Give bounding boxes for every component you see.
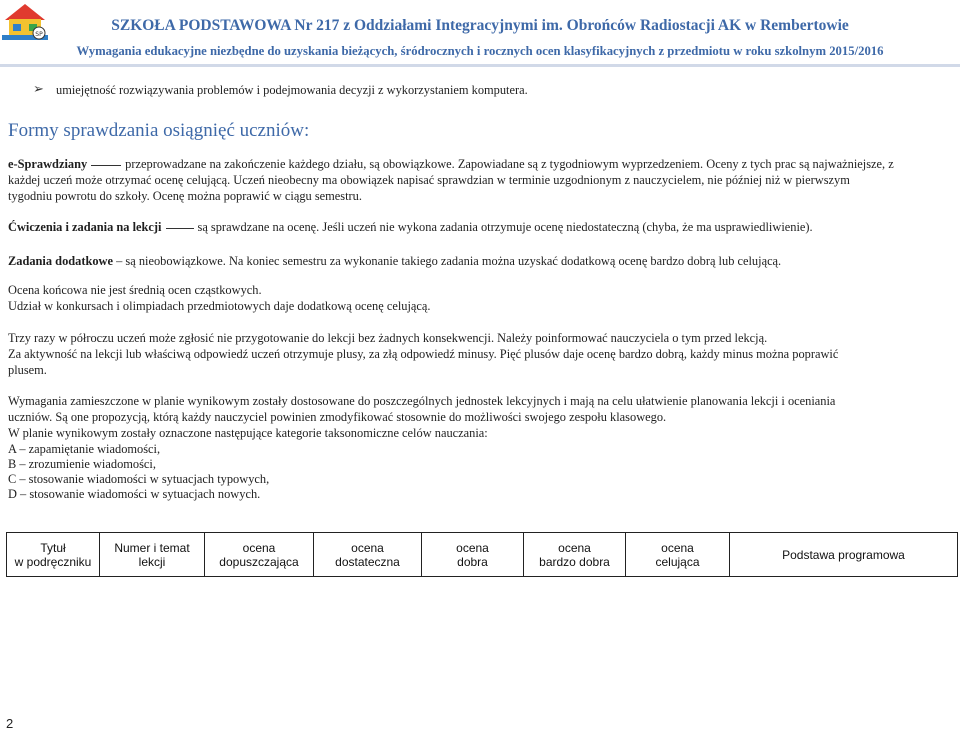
bullet-text: umiejętność rozwiązywania problemów i podejmowania decyzji z wykorzystaniem komputera.: [56, 83, 528, 97]
table-header-cell: Numer i temat lekcji: [100, 533, 205, 577]
cwiczenia-text: są sprawdzane na ocenę. Jeśli uczeń nie wykona zadania otrzymuje ocenę niedostateczną (chyba, że ma usprawiedliwienie).: [197, 220, 813, 234]
header-rule: [0, 64, 960, 67]
esprawdziany-term: e-Sprawdziany: [8, 157, 88, 171]
wymagania-line1: Wymagania zamieszczone w planie wynikowym zostały dostosowane do poszczególnych jednostek lekcyjnych i mają na celu ułatwienie planowania lekcji i oceniania: [8, 394, 836, 408]
table-header-cell: Tytuł w podręczniku: [7, 533, 100, 577]
document-subtitle: Wymagania edukacyjne niezbędne do uzyskania bieżących, śródrocznych i rocznych ocen klasyfikacyjnych z przedmiotu w roku szkolnym 2015/2016: [76, 44, 884, 58]
category-d: D – stosowanie wiadomości w sytuacjach nowych.: [8, 487, 261, 501]
em-dash: [166, 228, 194, 229]
esprawdziany-line2: każdej uczeń może otrzymać ocenę celującą. Uczeń nieobecny ma obowiązek napisać sprawdzian w terminie uzgodnionym z nauczycielem, nie później niż w pierwszym: [8, 173, 850, 187]
category-c: C – stosowanie wiadomości w sytuacjach typowych,: [8, 472, 270, 486]
aktywnosc-line1: Za aktywność na lekcji lub właściwą odpowiedź uczeń otrzymuje plusy, za złą odpowiedź minusy. Pięć plusów daje ocenę bardzo dobrą, każdy minus można poprawić: [8, 347, 839, 361]
table-header-cell: ocena dopuszczająca: [205, 533, 314, 577]
esprawdziany-line1: przeprowadzane na zakończenie każdego działu, są obowiązkowe. Zapowiadane są z tygodniowym wyprzedzeniem. Oceny z tych prac są najważniejsze, z: [125, 157, 894, 171]
category-b: B – zrozumienie wiadomości,: [8, 457, 156, 471]
page-header: [0, 0, 960, 68]
wymagania-line2: uczniów. Są one propozycją, którą każdy nauczyciel powinien zmodyfikować stosownie do możliwości swojego zespołu klasowego.: [8, 410, 667, 424]
dodatkowe-paragraph: [8, 253, 953, 269]
arrow-bullet-icon: ➢: [33, 82, 44, 97]
em-dash: [91, 165, 121, 166]
nieprzygotowanie-line: Trzy razy w półroczu uczeń może zgłosić nie przygotowanie do lekcji bez żadnych konsekwencji. Należy poinformować nauczyciela o tym przed lekcją.: [8, 331, 768, 345]
svg-text:SP: SP: [35, 31, 43, 38]
konkursy-line: Udział w konkursach i olimpiadach przedmiotowych daje dodatkową ocenę celującą.: [8, 299, 431, 313]
page-number: 2: [6, 716, 14, 731]
category-a: A – zapamiętanie wiadomości,: [8, 442, 161, 456]
table-header-row: [7, 533, 958, 577]
table-header-cell: ocena celująca: [626, 533, 730, 577]
table-header-cell: ocena dostateczna: [314, 533, 422, 577]
cwiczenia-paragraph: [8, 219, 953, 235]
aktywnosc-line2: plusem.: [8, 363, 47, 377]
school-name: SZKOŁA PODSTAWOWA Nr 217 z Oddziałami Integracyjnymi im. Obrońców Radiostacji AK w Rembertowie: [111, 17, 849, 34]
table-header-cell: ocena dobra: [422, 533, 524, 577]
requirements-table-header: [6, 532, 958, 577]
table-header-cell: ocena bardzo dobra: [524, 533, 626, 577]
dodatkowe-text: – są nieobowiązkowe. Na koniec semestru za wykonanie takiego zadania można uzyskać dodatkową ocenę bardzo dobrą lub celującą.: [116, 254, 782, 268]
table-header-cell: Podstawa programowa: [730, 533, 958, 577]
section-title: Formy sprawdzania osiągnięć uczniów:: [8, 120, 310, 141]
koncowa-line: Ocena końcowa nie jest średnią ocen cząstkowych.: [8, 283, 262, 297]
esprawdziany-paragraph: [8, 156, 953, 172]
esprawdziany-line3: tygodniu powrotu do szkoły. Ocenę można poprawić w ciągu semestru.: [8, 189, 362, 203]
dodatkowe-term: Zadania dodatkowe: [8, 254, 114, 268]
plan-intro: W planie wynikowym zostały oznaczone następujące kategorie taksonomiczne celów nauczania:: [8, 426, 488, 440]
cwiczenia-term: Ćwiczenia i zadania na lekcji: [8, 220, 162, 234]
